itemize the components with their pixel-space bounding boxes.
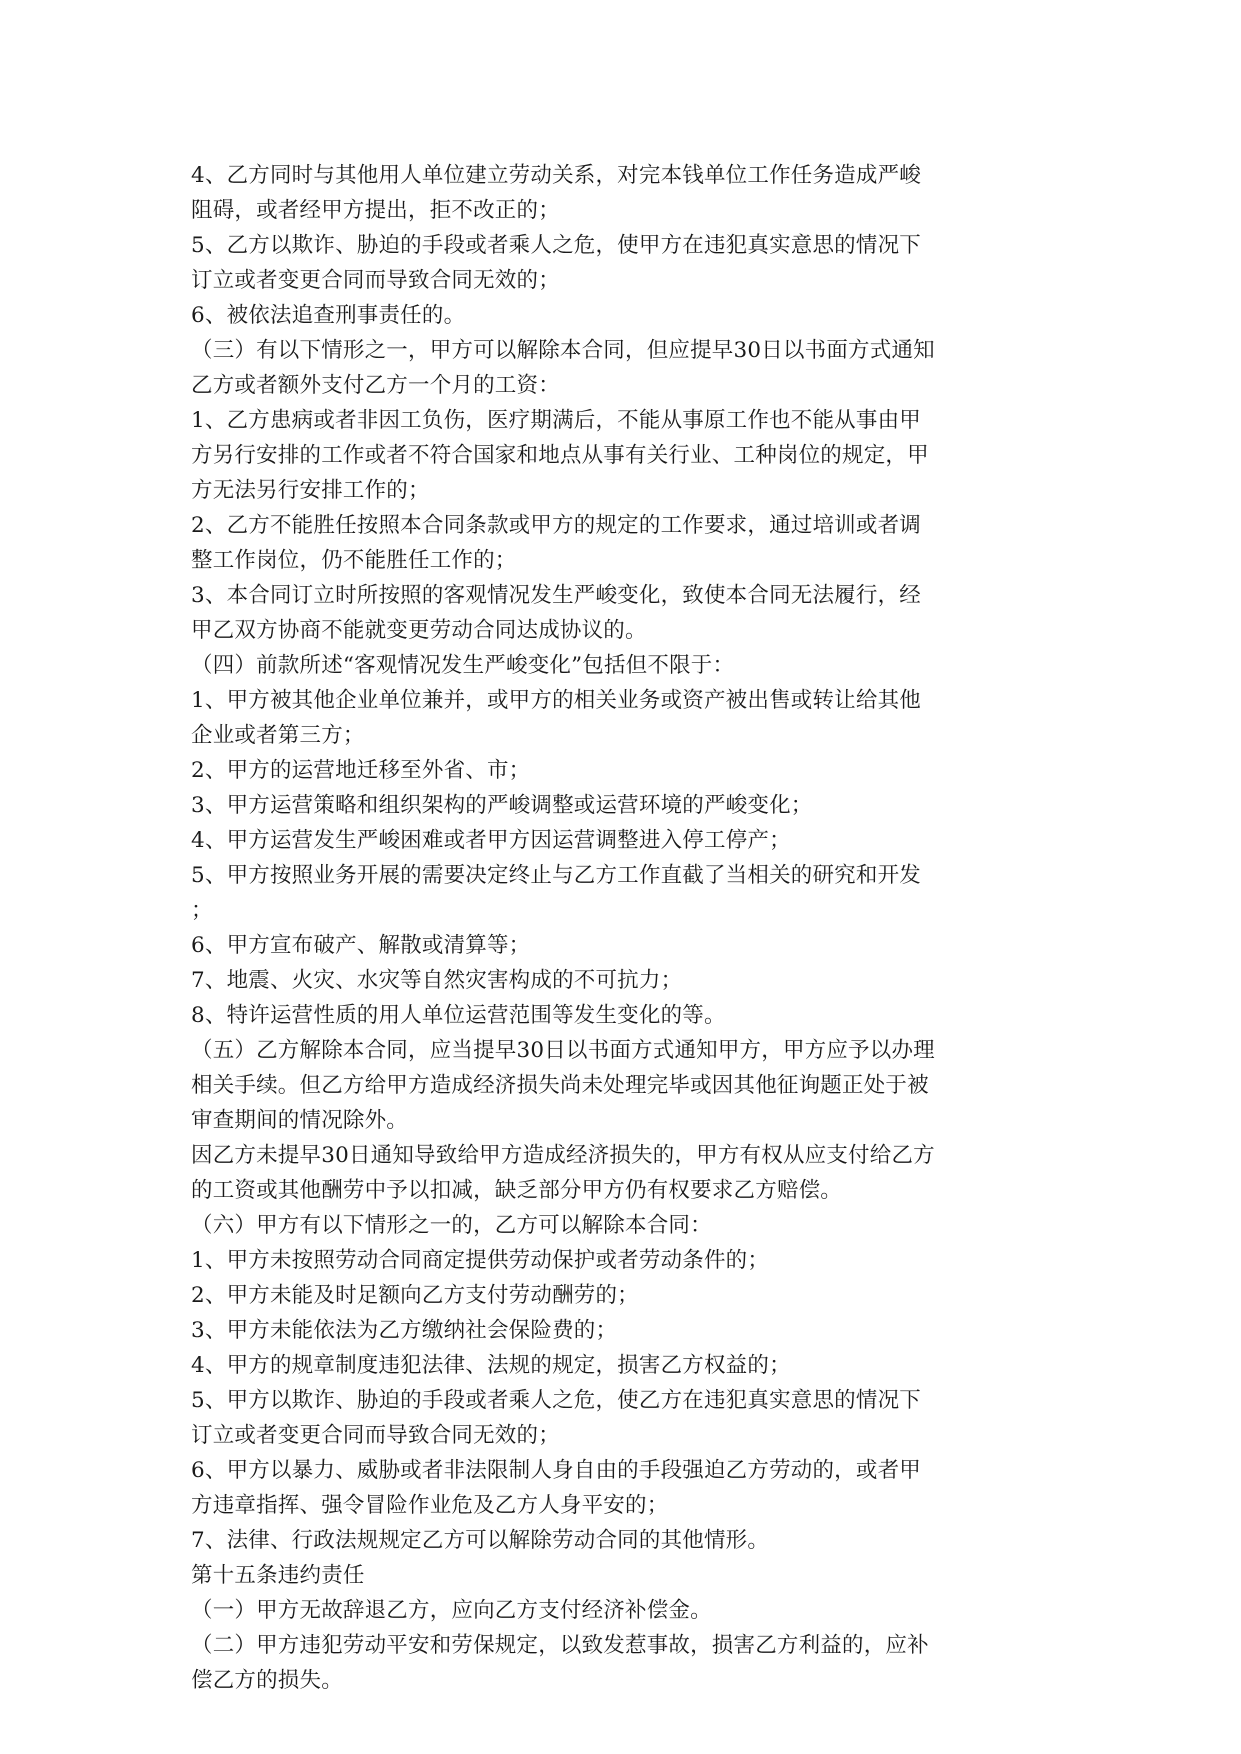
text-line: 订立或者变更合同而导致合同无效的； [191, 1423, 560, 1448]
text-line: ； [191, 898, 213, 923]
text-line: 乙方或者额外支付乙方一个月的工资： [191, 373, 560, 398]
text-line: 阻碍，或者经甲方提出，拒不改正的； [191, 198, 560, 223]
text-line: 方另行安排的工作或者不符合国家和地点从事有关行业、工种岗位的规定，甲 [191, 443, 929, 468]
contract-text-body [193, 158, 1053, 1698]
text-line: 审查期间的情况除外。 [191, 1108, 409, 1133]
text-line: 3、甲方未能依法为乙方缴纳社会保险费的； [191, 1318, 618, 1343]
text-line: 5、乙方以欺诈、胁迫的手段或者乘人之危，使甲方在违犯真实意思的情况下 [191, 233, 921, 258]
text-line: 2、乙方不能胜任按照本合同条款或甲方的规定的工作要求，通过培训或者调 [191, 513, 921, 538]
text-line: 8、特许运营性质的用人单位运营范围等发生变化的等。 [191, 1003, 726, 1028]
text-line: 6、被依法追查刑事责任的。 [191, 303, 466, 328]
text-line: 5、甲方以欺诈、胁迫的手段或者乘人之危，使乙方在违犯真实意思的情况下 [191, 1388, 921, 1413]
text-line: 整工作岗位，仍不能胜任工作的； [191, 548, 517, 573]
section-heading: 第十五条违约责任 [191, 1563, 365, 1588]
text-line: （二）甲方违犯劳动平安和劳保规定，以致发惹事故，损害乙方利益的，应补 [191, 1633, 929, 1658]
text-line: 订立或者变更合同而导致合同无效的； [191, 268, 560, 293]
text-line: 3、本合同订立时所按照的客观情况发生严峻变化，致使本合同无法履行，经 [191, 583, 921, 608]
text-line: 4、甲方运营发生严峻困难或者甲方因运营调整进入停工停产； [191, 828, 791, 853]
text-line: 6、甲方以暴力、威胁或者非法限制人身自由的手段强迫乙方劳动的，或者甲 [191, 1458, 921, 1483]
text-line: 6、甲方宣布破产、解散或清算等； [191, 933, 531, 958]
text-line: 7、法律、行政法规规定乙方可以解除劳动合同的其他情形。 [191, 1528, 770, 1553]
text-line: 因乙方未提早30日通知导致给甲方造成经济损失的，甲方有权从应支付给乙方 [191, 1143, 935, 1168]
text-line: 甲乙双方协商不能就变更劳动合同达成协议的。 [191, 618, 647, 643]
text-line: （三）有以下情形之一，甲方可以解除本合同，但应提早30日以书面方式通知 [191, 338, 935, 363]
text-line: （六）甲方有以下情形之一的，乙方可以解除本合同： [191, 1213, 712, 1238]
text-line: 相关手续。但乙方给甲方造成经济损失尚未处理完毕或因其他征询题正处于被 [191, 1073, 929, 1098]
text-line: 的工资或其他酬劳中予以扣减，缺乏部分甲方仍有权要求乙方赔偿。 [191, 1178, 843, 1203]
text-line: 1、乙方患病或者非因工负伤，医疗期满后，不能从事原工作也不能从事由甲 [191, 408, 921, 433]
text-line: 7、地震、火灾、水灾等自然灾害构成的不可抗力； [191, 968, 683, 993]
text-line: （五）乙方解除本合同，应当提早30日以书面方式通知甲方，甲方应予以办理 [191, 1038, 935, 1063]
text-line: 企业或者第三方； [191, 723, 365, 748]
text-line: 4、甲方的规章制度违犯法律、法规的规定，损害乙方权益的； [191, 1353, 791, 1378]
text-line: 5、甲方按照业务开展的需要决定终止与乙方工作直截了当相关的研究和开发 [191, 863, 921, 888]
text-line: （四）前款所述“客观情况发生严峻变化”包括但不限于： [191, 653, 735, 678]
text-line: （一）甲方无故辞退乙方，应向乙方支付经济补偿金。 [191, 1598, 712, 1623]
text-line: 1、甲方未按照劳动合同商定提供劳动保护或者劳动条件的； [191, 1248, 770, 1273]
text-line: 方违章指挥、强令冒险作业危及乙方人身平安的； [191, 1493, 669, 1518]
text-line: 2、甲方的运营地迁移至外省、市； [191, 758, 531, 783]
text-line: 3、甲方运营策略和组织架构的严峻调整或运营环境的严峻变化； [191, 793, 813, 818]
text-line: 方无法另行安排工作的； [191, 478, 430, 503]
text-line: 2、甲方未能及时足额向乙方支付劳动酬劳的； [191, 1283, 639, 1308]
text-line: 1、甲方被其他企业单位兼并，或甲方的相关业务或资产被出售或转让给其他 [191, 688, 921, 713]
text-line: 偿乙方的损失。 [191, 1668, 343, 1693]
text-line: 4、乙方同时与其他用人单位建立劳动关系，对完本钱单位工作任务造成严峻 [191, 163, 921, 188]
